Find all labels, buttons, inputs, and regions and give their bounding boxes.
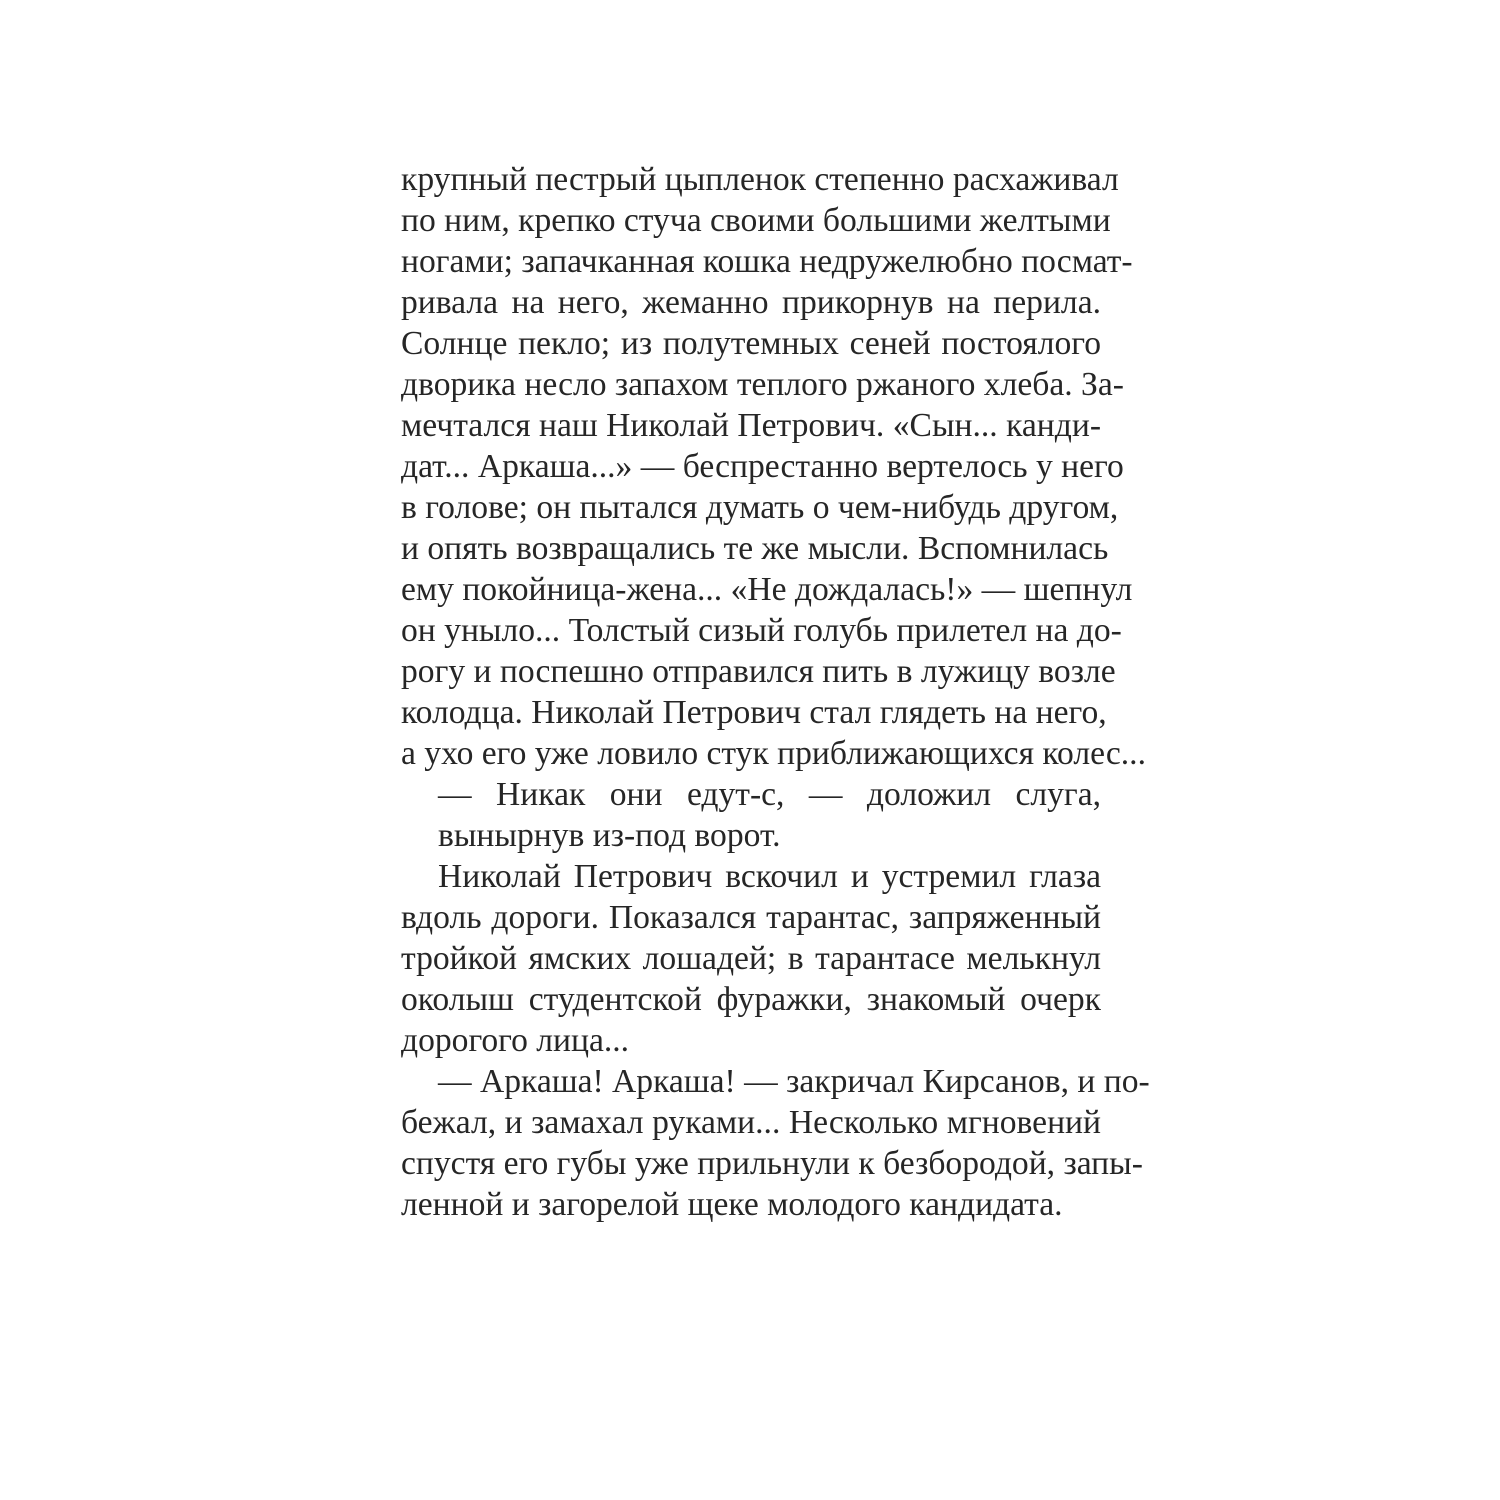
text-line: ривала на него, жеманно прикорнув на перила. — [401, 284, 1101, 321]
text-line: рогу и поспешно отправился пить в лужицу возле — [401, 653, 1116, 690]
text-line: колодца. Николай Петрович стал глядеть на него, — [401, 694, 1107, 731]
dialogue-line: — Аркаша! Аркаша! — закричал Кирсанов, и по- — [438, 1063, 1150, 1100]
text-line: он уныло... Толстый сизый голубь прилетел на до- — [401, 612, 1122, 649]
text-line: бежал, и замахал руками... Несколько мгновений — [401, 1104, 1101, 1141]
text-line: спустя его губы уже прильнули к безбородой, запы- — [401, 1145, 1143, 1182]
text-line: Солнце пекло; из полутемных сеней постоялого — [401, 325, 1101, 362]
text-line: мечтался наш Николай Петрович. «Сын... канди- — [401, 407, 1101, 444]
text-line: вдоль дороги. Показался тарантас, запряженный — [401, 899, 1101, 936]
text-line: а ухо его уже ловило стук приближающихся колес... — [401, 735, 1146, 772]
text-line: дорогого лица... — [401, 1022, 630, 1059]
dialogue-line: — Никак они едут-с, — доложил слуга, вынырнув из-под ворот. — [438, 776, 1101, 854]
text-line: ему покойница-жена... «Не дождалась!» — шепнул — [401, 571, 1133, 608]
text-line: крупный пестрый цыпленок степенно расхаживал — [401, 161, 1119, 198]
text-line: ленной и загорелой щеке молодого кандидата. — [401, 1186, 1063, 1223]
text-line: дворика несло запахом теплого ржаного хлеба. За- — [401, 366, 1124, 403]
text-line: в голове; он пытался думать о чем-нибудь другом, — [401, 489, 1119, 526]
text-line: околыш студентской фуражки, знакомый очерк — [401, 981, 1101, 1018]
text-line: и опять возвращались те же мысли. Вспомнилась — [401, 530, 1109, 567]
text-line: тройкой ямских лошадей; в тарантасе мелькнул — [401, 940, 1101, 977]
text-line: Николай Петрович вскочил и устремил глаза — [438, 858, 1101, 895]
page-text — [401, 159, 1150, 1225]
text-line: по ним, крепко стуча своими большими желтыми — [401, 202, 1111, 239]
text-line: ногами; запачканная кошка недружелюбно посмат- — [401, 243, 1133, 280]
text-line: дат... Аркаша...» — беспрестанно вертелось у него — [401, 448, 1124, 485]
